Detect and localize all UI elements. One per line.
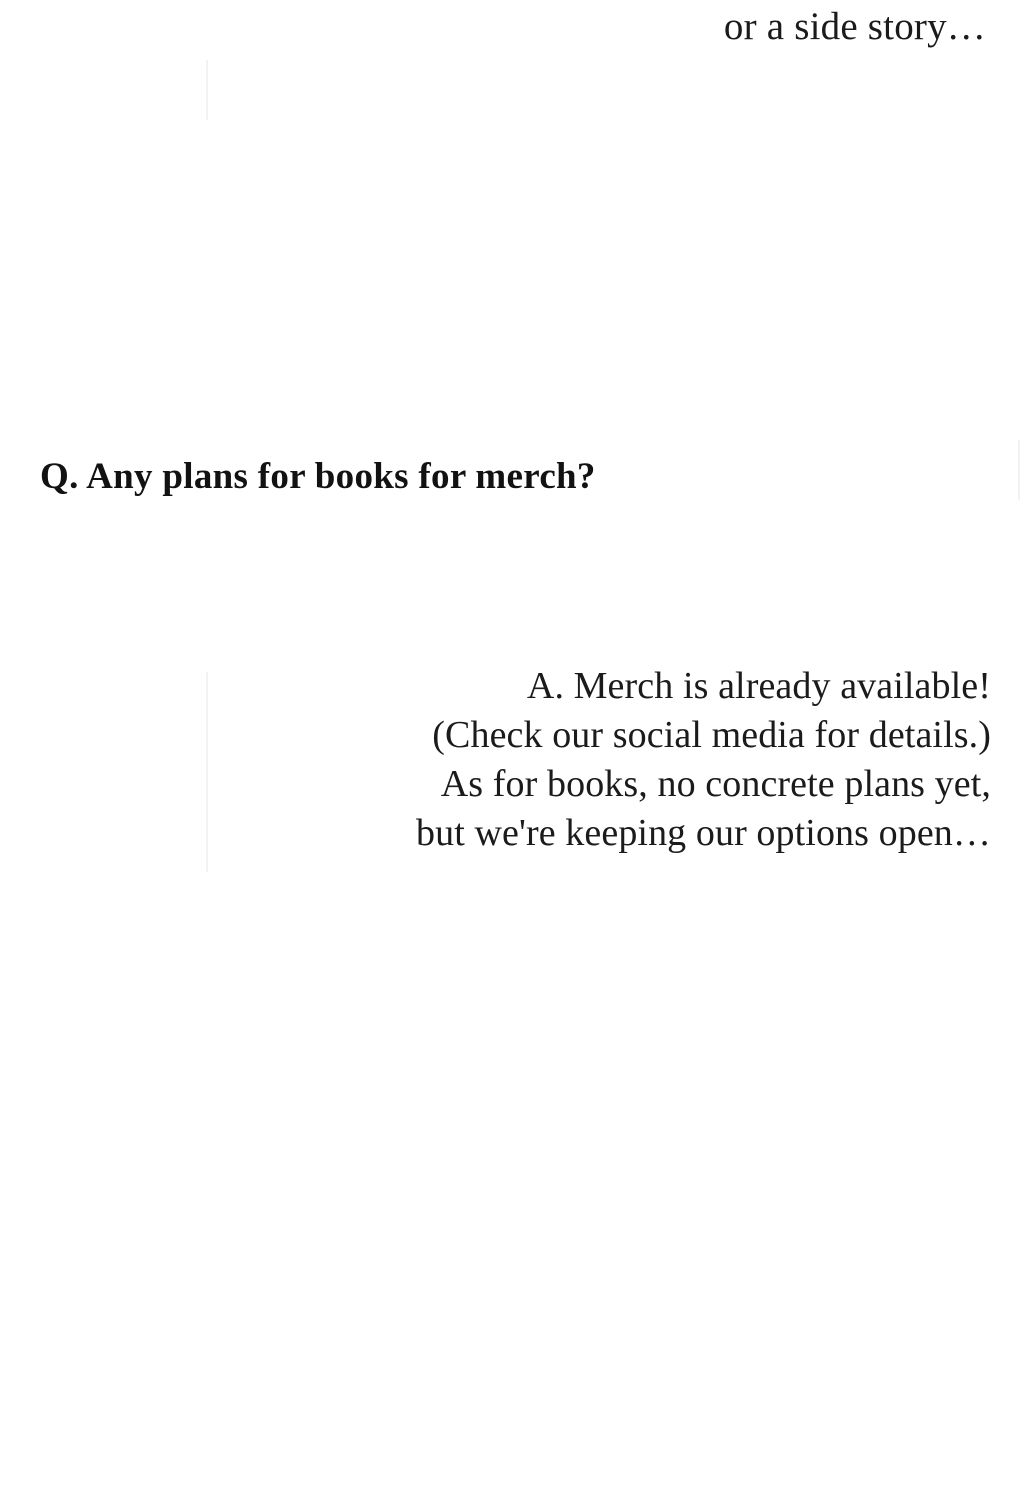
answer-line-4: but we're keeping our options open…: [416, 812, 991, 854]
answer-line-3: As for books, no concrete plans yet,: [440, 763, 991, 805]
answer-block: [31, 662, 991, 858]
answer-line-1: A. Merch is already available!: [526, 665, 991, 707]
top-text-fragment: or a side story…: [723, 5, 986, 48]
scan-artifact-right: [1018, 440, 1020, 500]
answer-line-2: (Check our social media for details.): [432, 714, 991, 756]
scan-artifact-left: [206, 60, 208, 120]
question-text: Q. Any plans for books for merch?: [40, 456, 596, 497]
